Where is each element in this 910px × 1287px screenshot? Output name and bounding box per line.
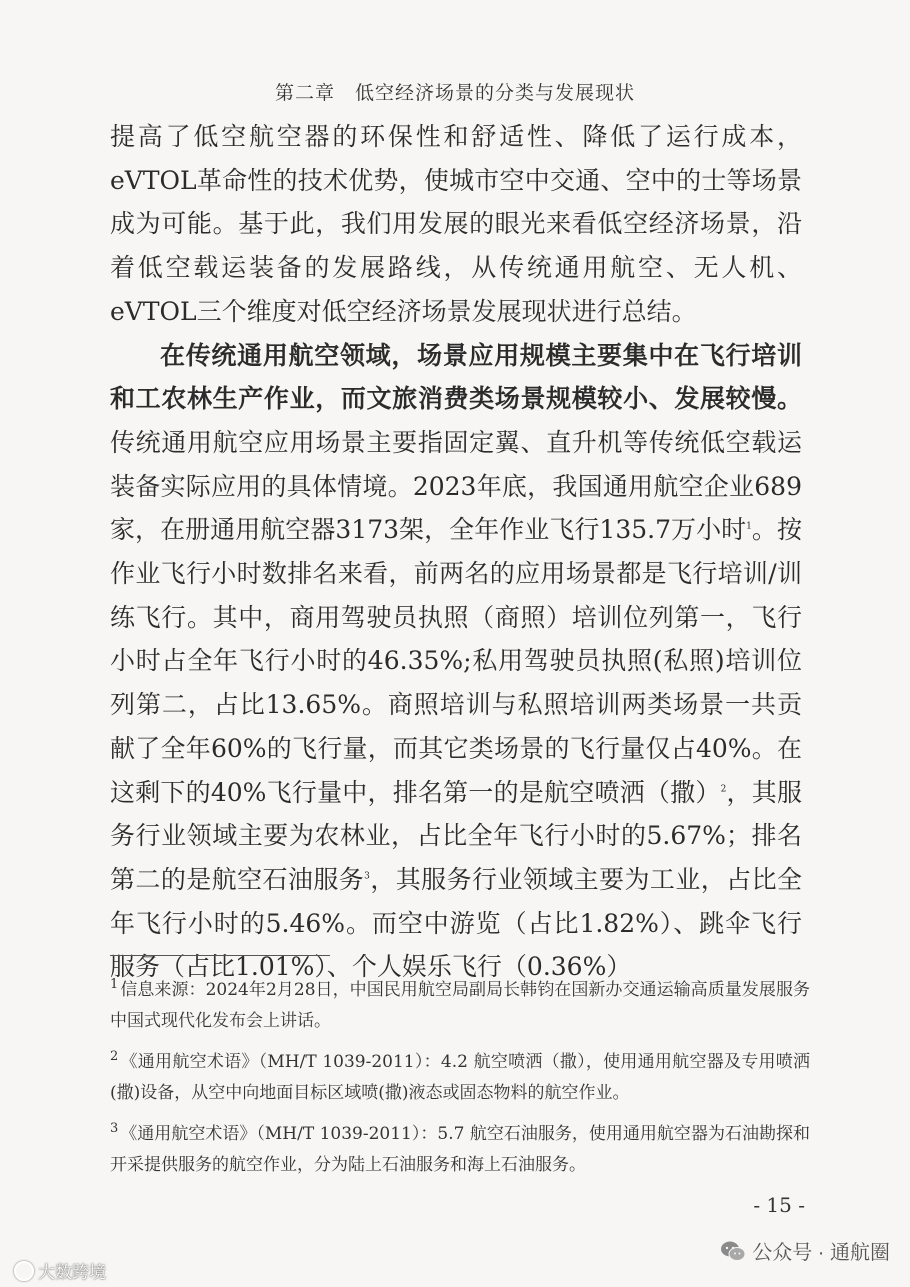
watermark-left [14,1258,106,1283]
body-text [110,115,802,989]
paragraph-2-lead: 在传统通用航空领域，场景应用规模主要集中在飞行培训和工农林生产作业，而文旅消费类场景规模较小、发展较慢。 [110,340,802,414]
footnote-text: 《通用航空术语》（MH/T 1039-2011）：5.7 航空石油服务，使用通用航空器为石油勘探和开采提供服务的航空作业，分为陆上石油服务和海上石油服务。 [110,1124,810,1175]
footnote-divider [110,955,330,956]
footnote-ref-3[interactable]: 3 [364,871,370,882]
running-header: 第二章 低空经济场景的分类与发展现状 [274,82,635,104]
footnotes [110,975,810,1191]
paragraph-2 [110,334,802,993]
footnote-ref-2[interactable]: 2 [720,784,727,795]
footnote-number: 3 [110,1121,119,1137]
footnote-2 [110,1047,810,1109]
footnote-3 [110,1119,810,1181]
footnote-number: 2 [110,1049,119,1065]
footnote-ref-1[interactable]: 1 [746,522,752,532]
footnote-text: 信息来源：2024年2月28日，中国民用航空局副局长韩钧在国新办交通运输高质量发展服务中国式现代化发布会上讲话。 [110,980,810,1031]
watermark-right-text: 公众号 · 通航圈 [752,1242,890,1264]
paragraph-2-text-c: ，其服务行业领域主要为农林业，占比全年飞行小时的5.67%；排名第二的是航空石油服务 [110,777,802,894]
footnote-text: 《通用航空术语》（MH/T 1039-2011）：4.2 航空喷洒（撒），使用通用航空器及专用喷洒(撒)设备，从空中向地面目标区域喷(撒)液态或固态物料的航空作业。 [110,1052,810,1103]
paragraph-1: 提高了低空航空器的环保性和舒适性、降低了运行成本，eVTOL革命性的技术优势，使城市空中交通、空中的士等场景成为可能。基于此，我们用发展的眼光来看低空经济场景，沿着低空载运装备的发展路线，从传统通用航空、无人机、eVTOL三个维度对低空经济场景发展现状进行总结。 [110,122,802,326]
paragraph-2-text-a: 传统通用航空应用场景主要指固定翼、直升机等传统低空载运装备实际应用的具体情境。2023年底，我国通用航空企业689家，在册通用航空器3173架，全年作业飞行135.7万小时 [110,427,802,545]
watermark-left-text: 大数跨境 [38,1263,106,1282]
paragraph-2-text-b: 。按作业飞行小时数排名来看，前两名的应用场景都是飞行培训/训练飞行。其中，商用驾驶员执照（商照）培训位列第一，飞行小时占全年飞行小时的46.35%;私用驾驶员执照(私照)培训位列第二，占比13.65%。商照培训与私照培训两类场景一共贡献了全年60%的飞行量，而其它类场景的飞行量仅占40%。在这剩下的40%飞行量中，排名第一的是航空喷洒（撒） [110,515,802,807]
page-number: - 15 - [753,1193,805,1217]
watermark-logo-icon [14,1261,34,1281]
wechat-icon [720,1240,746,1262]
footnote-number: 1 [110,977,119,993]
watermark-right [720,1236,890,1265]
footnote-1 [110,975,810,1037]
paragraph-2-text-d: ，其服务行业领域主要为工业，占比全年飞行小时的5.46%。而空中游览（占比1.82%）、跳伞飞行服务（占比1.01%）、个人娱乐飞行（0.36%） [110,864,802,982]
